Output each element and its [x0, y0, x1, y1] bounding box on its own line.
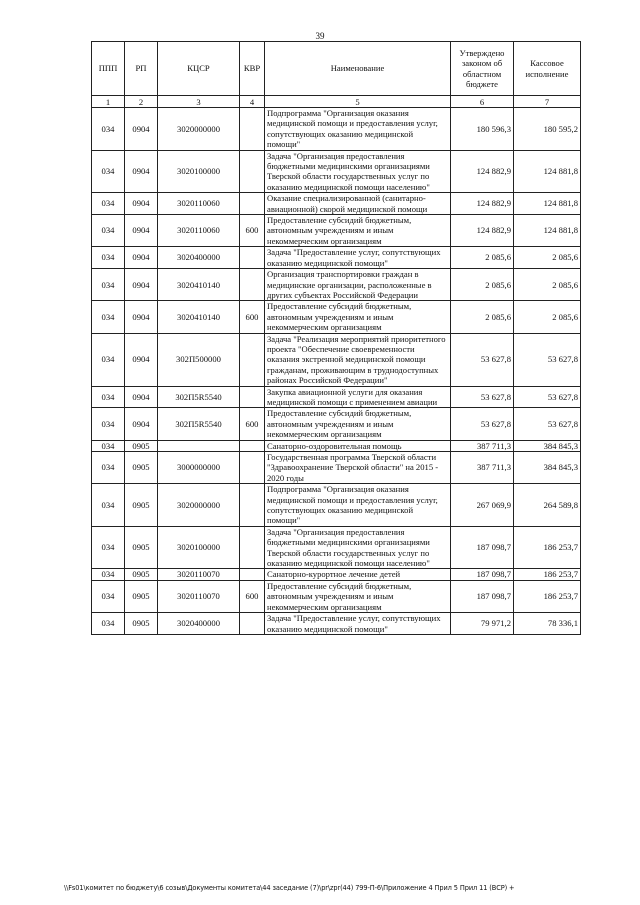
- cell-ppp: 034: [92, 440, 125, 451]
- table-row: [92, 301, 581, 333]
- cell-approved: 187 098,7: [451, 580, 514, 612]
- cell-name: Задача "Реализация мероприятий приоритетного проекта "Обеспечение своевременности оказания экстренной медицинской помощи гражданам, проживающим в труднодоступных районах Российской Федерации": [265, 333, 451, 386]
- header-executed: Кассовое исполнение: [514, 42, 581, 96]
- cell-ppp: 034: [92, 150, 125, 193]
- cell-kvr: [240, 247, 265, 269]
- cell-name: Организация транспортировки граждан в медицинские организации, расположенные в других субъектах Российской Федерации: [265, 269, 451, 301]
- cell-kcsr: 3020110060: [158, 193, 240, 215]
- cell-name: Задача "Предоставление услуг, сопутствующих оказанию медицинской помощи": [265, 613, 451, 635]
- cell-ppp: 034: [92, 215, 125, 247]
- cell-kcsr: 3020110060: [158, 215, 240, 247]
- table-row: [92, 526, 581, 569]
- cell-rp: 0904: [125, 333, 158, 386]
- cell-kvr: [240, 150, 265, 193]
- cell-rp: 0904: [125, 215, 158, 247]
- cell-name: Оказание специализированной (санитарно-авиационной) скорой медицинской помощи: [265, 193, 451, 215]
- cell-rp: 0904: [125, 108, 158, 151]
- cell-approved: 124 882,9: [451, 150, 514, 193]
- cell-rp: 0904: [125, 247, 158, 269]
- cell-kvr: [240, 526, 265, 569]
- cell-rp: 0905: [125, 613, 158, 635]
- cell-executed: 186 253,7: [514, 569, 581, 580]
- cell-executed: 384 845,3: [514, 452, 581, 484]
- cell-kcsr: 3020000000: [158, 484, 240, 527]
- cell-name: Задача "Организация предоставления бюджетными медицинскими организациями Тверской области государственных услуг по оказанию медицинской помощи населению": [265, 150, 451, 193]
- cell-executed: 264 589,8: [514, 484, 581, 527]
- table-body: [92, 108, 581, 635]
- cell-approved: 387 711,3: [451, 452, 514, 484]
- page-number: 39: [315, 31, 325, 41]
- cell-name: Санаторно-курортное лечение детей: [265, 569, 451, 580]
- header-kcsr: КЦСР: [158, 42, 240, 96]
- cell-approved: 187 098,7: [451, 569, 514, 580]
- column-number: 1: [92, 96, 125, 108]
- table-row: [92, 580, 581, 612]
- cell-ppp: 034: [92, 269, 125, 301]
- table-row: [92, 452, 581, 484]
- cell-ppp: 034: [92, 408, 125, 440]
- cell-rp: 0905: [125, 526, 158, 569]
- cell-executed: 2 085,6: [514, 247, 581, 269]
- cell-approved: 53 627,8: [451, 333, 514, 386]
- table-row: [92, 150, 581, 193]
- cell-kvr: 600: [240, 408, 265, 440]
- table-header-row: [92, 42, 581, 96]
- cell-rp: 0904: [125, 386, 158, 408]
- table-row: [92, 108, 581, 151]
- cell-ppp: 034: [92, 108, 125, 151]
- cell-approved: 79 971,2: [451, 613, 514, 635]
- cell-executed: 124 881,8: [514, 193, 581, 215]
- table-row: [92, 484, 581, 527]
- cell-kcsr: 3020400000: [158, 247, 240, 269]
- table-row: [92, 193, 581, 215]
- table-row: [92, 333, 581, 386]
- column-number: 6: [451, 96, 514, 108]
- cell-kvr: [240, 452, 265, 484]
- cell-rp: 0904: [125, 193, 158, 215]
- table-row: [92, 215, 581, 247]
- budget-table: [91, 41, 581, 635]
- cell-name: Закупка авиационной услуги для оказания медицинской помощи с применением авиации: [265, 386, 451, 408]
- header-rp: РП: [125, 42, 158, 96]
- cell-approved: 2 085,6: [451, 301, 514, 333]
- cell-executed: 53 627,8: [514, 408, 581, 440]
- cell-approved: 187 098,7: [451, 526, 514, 569]
- cell-kcsr: 3020000000: [158, 108, 240, 151]
- cell-approved: 180 596,3: [451, 108, 514, 151]
- column-number: 2: [125, 96, 158, 108]
- cell-executed: 124 881,8: [514, 150, 581, 193]
- header-kvr: КВР: [240, 42, 265, 96]
- cell-ppp: 034: [92, 613, 125, 635]
- cell-executed: 384 845,3: [514, 440, 581, 451]
- header-ppp: ППП: [92, 42, 125, 96]
- header-approved: Утверждено законом об областном бюджете: [451, 42, 514, 96]
- cell-kcsr: 302П5R5540: [158, 408, 240, 440]
- table-row: [92, 408, 581, 440]
- cell-name: Предоставление субсидий бюджетным, автономным учреждениям и иным некоммерческим организациям: [265, 301, 451, 333]
- cell-executed: 2 085,6: [514, 269, 581, 301]
- cell-kvr: [240, 484, 265, 527]
- cell-ppp: 034: [92, 452, 125, 484]
- cell-kvr: [240, 386, 265, 408]
- cell-approved: 2 085,6: [451, 269, 514, 301]
- cell-approved: 387 711,3: [451, 440, 514, 451]
- cell-ppp: 034: [92, 247, 125, 269]
- cell-kvr: [240, 269, 265, 301]
- cell-name: Подпрограмма "Организация оказания медицинской помощи и предоставления услуг, сопутствующих оказанию медицинской помощи": [265, 108, 451, 151]
- cell-ppp: 034: [92, 526, 125, 569]
- cell-name: Подпрограмма "Организация оказания медицинской помощи и предоставления услуг, сопутствующих оказанию медицинской помощи": [265, 484, 451, 527]
- cell-rp: 0904: [125, 150, 158, 193]
- cell-kcsr: 302П500000: [158, 333, 240, 386]
- column-number-row: [92, 96, 581, 108]
- table-row: [92, 269, 581, 301]
- cell-ppp: 034: [92, 484, 125, 527]
- cell-executed: 180 595,2: [514, 108, 581, 151]
- cell-kvr: 600: [240, 580, 265, 612]
- table-row: [92, 247, 581, 269]
- file-path-footer: \\Fs01\комитет по бюджету\6 созыв\Документы комитета\44 заседание (7)\pr\zpr(44) 799-П-6\Приложение 4 Прил 5 Прил 11 (ВСР) +: [64, 884, 515, 892]
- cell-executed: 124 881,8: [514, 215, 581, 247]
- cell-rp: 0905: [125, 440, 158, 451]
- cell-name: Санаторно-оздоровительная помощь: [265, 440, 451, 451]
- cell-kvr: [240, 613, 265, 635]
- cell-kcsr: 302П5R5540: [158, 386, 240, 408]
- cell-approved: 124 882,9: [451, 215, 514, 247]
- cell-kcsr: 3020400000: [158, 613, 240, 635]
- cell-kcsr: 3020410140: [158, 269, 240, 301]
- cell-kcsr: 3020100000: [158, 526, 240, 569]
- cell-kvr: 600: [240, 301, 265, 333]
- cell-approved: 53 627,8: [451, 386, 514, 408]
- header-name: Наименование: [265, 42, 451, 96]
- cell-name: Предоставление субсидий бюджетным, автономным учреждениям и иным некоммерческим организациям: [265, 408, 451, 440]
- cell-kvr: 600: [240, 215, 265, 247]
- cell-kvr: [240, 108, 265, 151]
- cell-approved: 267 069,9: [451, 484, 514, 527]
- cell-name: Предоставление субсидий бюджетным, автономным учреждениям и иным некоммерческим организациям: [265, 215, 451, 247]
- table-row: [92, 613, 581, 635]
- column-number: 5: [265, 96, 451, 108]
- cell-executed: 78 336,1: [514, 613, 581, 635]
- cell-name: Задача "Предоставление услуг, сопутствующих оказанию медицинской помощи": [265, 247, 451, 269]
- cell-rp: 0904: [125, 301, 158, 333]
- cell-executed: 53 627,8: [514, 333, 581, 386]
- cell-name: Задача "Организация предоставления бюджетными медицинскими организациями Тверской области государственных услуг по оказанию медицинской помощи населению": [265, 526, 451, 569]
- cell-ppp: 034: [92, 193, 125, 215]
- cell-kcsr: [158, 440, 240, 451]
- cell-executed: 186 253,7: [514, 526, 581, 569]
- cell-name: Предоставление субсидий бюджетным, автономным учреждениям и иным некоммерческим организациям: [265, 580, 451, 612]
- cell-rp: 0905: [125, 484, 158, 527]
- cell-approved: 2 085,6: [451, 247, 514, 269]
- cell-kcsr: 3020110070: [158, 569, 240, 580]
- cell-executed: 186 253,7: [514, 580, 581, 612]
- cell-rp: 0905: [125, 580, 158, 612]
- table-row: [92, 386, 581, 408]
- column-number: 3: [158, 96, 240, 108]
- cell-kvr: [240, 193, 265, 215]
- cell-kcsr: 3020410140: [158, 301, 240, 333]
- cell-ppp: 034: [92, 580, 125, 612]
- cell-kcsr: 3020100000: [158, 150, 240, 193]
- table-row: [92, 440, 581, 451]
- cell-rp: 0905: [125, 452, 158, 484]
- cell-ppp: 034: [92, 569, 125, 580]
- cell-rp: 0904: [125, 408, 158, 440]
- cell-executed: 2 085,6: [514, 301, 581, 333]
- cell-kcsr: 3020110070: [158, 580, 240, 612]
- cell-approved: 53 627,8: [451, 408, 514, 440]
- cell-name: Государственная программа Тверской области "Здравоохранение Тверской области" на 2015 - 2020 годы: [265, 452, 451, 484]
- cell-rp: 0904: [125, 269, 158, 301]
- cell-approved: 124 882,9: [451, 193, 514, 215]
- cell-ppp: 034: [92, 333, 125, 386]
- cell-kvr: [240, 333, 265, 386]
- column-number: 7: [514, 96, 581, 108]
- cell-ppp: 034: [92, 301, 125, 333]
- cell-kvr: [240, 440, 265, 451]
- cell-ppp: 034: [92, 386, 125, 408]
- cell-rp: 0905: [125, 569, 158, 580]
- cell-kvr: [240, 569, 265, 580]
- table-row: [92, 569, 581, 580]
- column-number: 4: [240, 96, 265, 108]
- cell-kcsr: 3000000000: [158, 452, 240, 484]
- cell-executed: 53 627,8: [514, 386, 581, 408]
